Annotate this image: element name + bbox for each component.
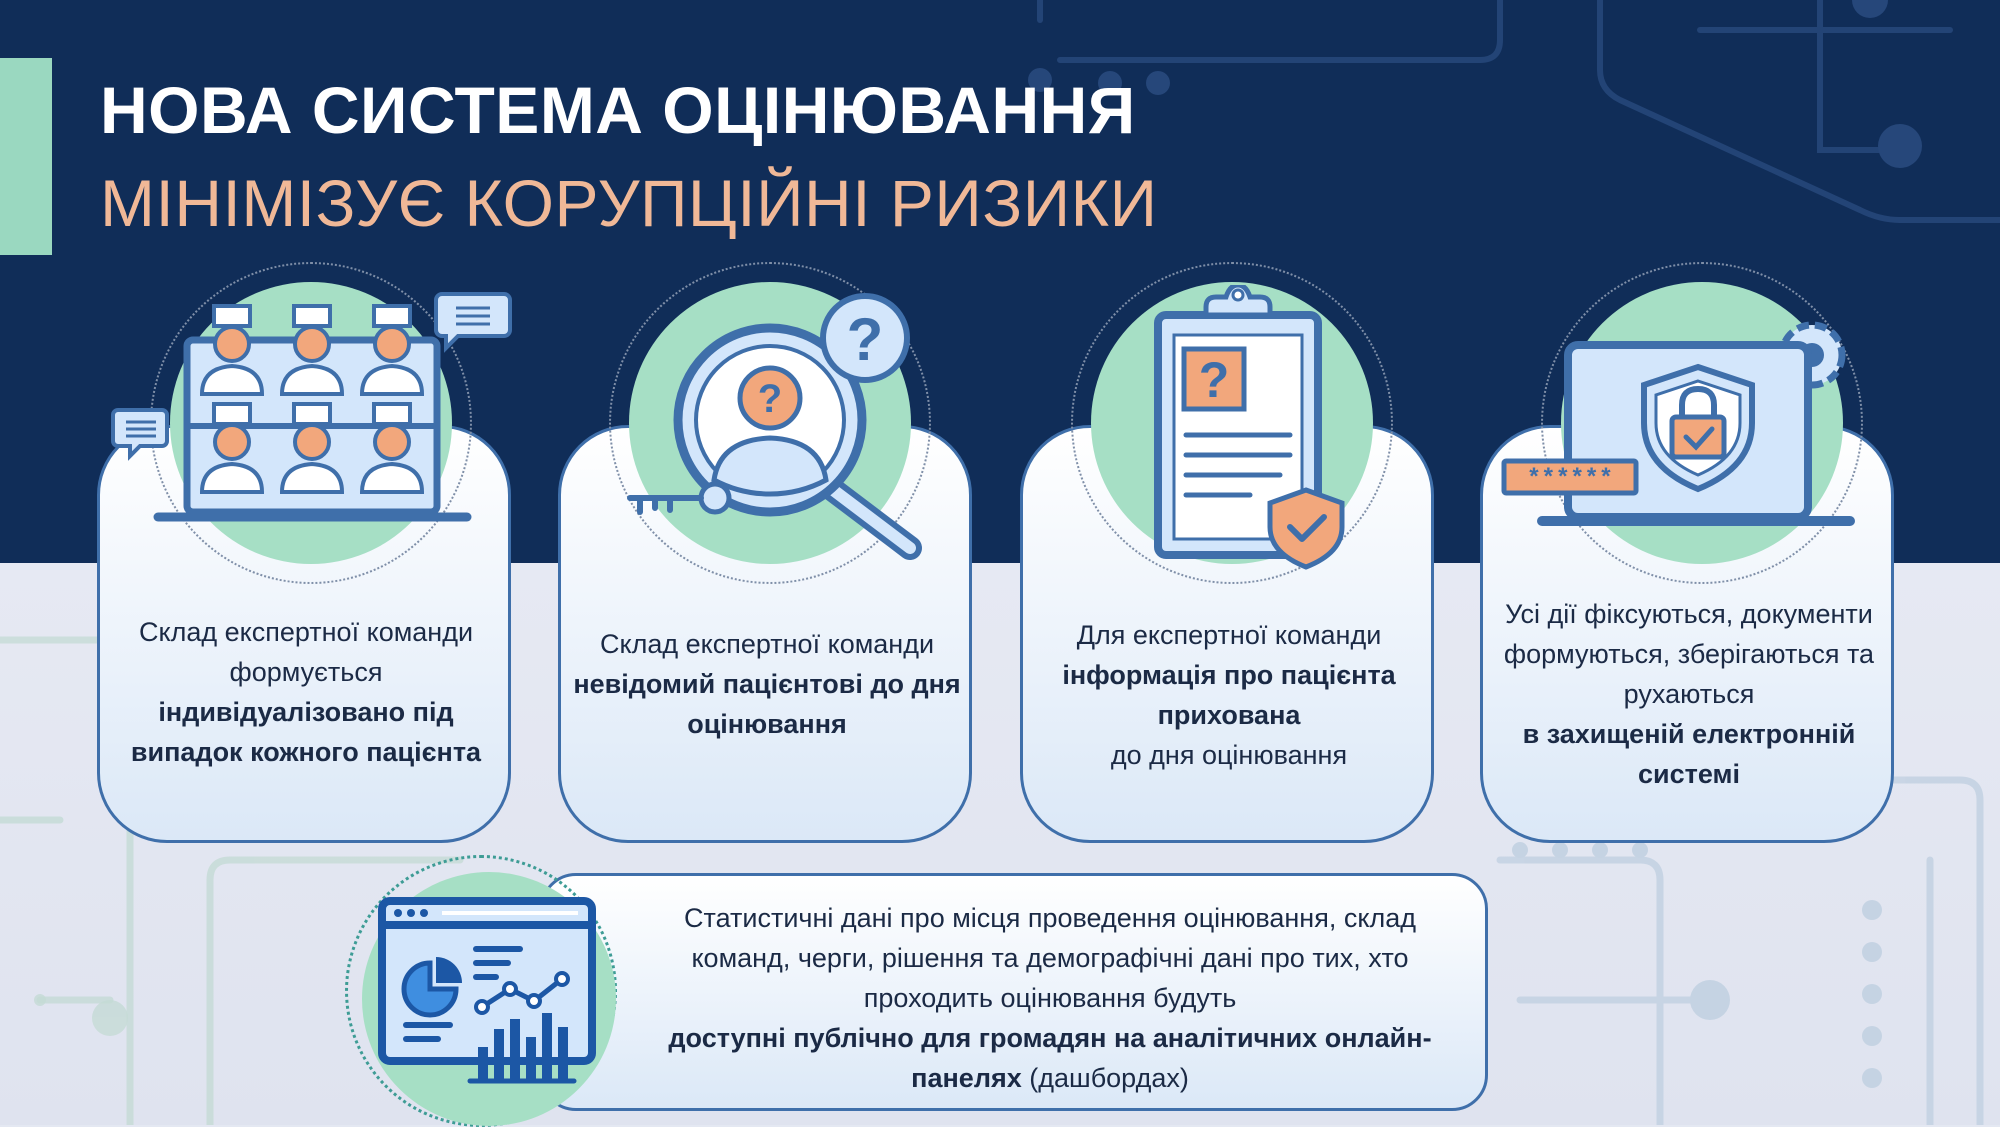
svg-text:?: ?	[757, 377, 783, 421]
clipboard-shield-icon	[1130, 285, 1360, 570]
card-1-text: Склад експертної команди формується індивідуалізовано під випадок кожного пацієнта	[130, 617, 482, 767]
doctors-team-icon	[110, 280, 520, 530]
chat-bubble-icon	[113, 410, 167, 456]
card-4-text: Усі дії фіксуються, документи формуються, зберігаються та рухаються в захищеній електронній системі	[1503, 599, 1875, 789]
svg-text:?: ?	[846, 306, 884, 373]
laptop-shield-lock-icon	[1500, 305, 1860, 530]
analytics-dashboard-icon	[378, 897, 598, 1087]
search-person-key-icon	[610, 280, 940, 570]
chat-bubble-icon	[436, 294, 510, 348]
accent-bar	[0, 58, 52, 255]
card-3-text: Для експертної команди інформація про пацієнта прихована до дня оцінювання	[1062, 620, 1396, 770]
password-mask: ******	[1526, 466, 1614, 493]
dashboard-note-text: Статистичні дані про місця проведення оцінювання, склад команд, черги, рішення та демографічні дані про тих, хто проходить оцінювання будуть доступні публічно для громадян на аналітичних онлайн-панелях (дашбордах)	[668, 903, 1432, 1093]
title-line-1: НОВА СИСТЕМА ОЦІНЮВАННЯ	[100, 73, 1136, 147]
card-2-text: Склад експертної команди невідомий пацієнтові до дня оцінювання	[573, 629, 961, 739]
title-line-2: МІНІМІЗУЄ КОРУПЦІЙНІ РИЗИКИ	[100, 166, 1158, 240]
key-icon	[630, 484, 729, 512]
svg-text:?: ?	[1198, 352, 1230, 408]
